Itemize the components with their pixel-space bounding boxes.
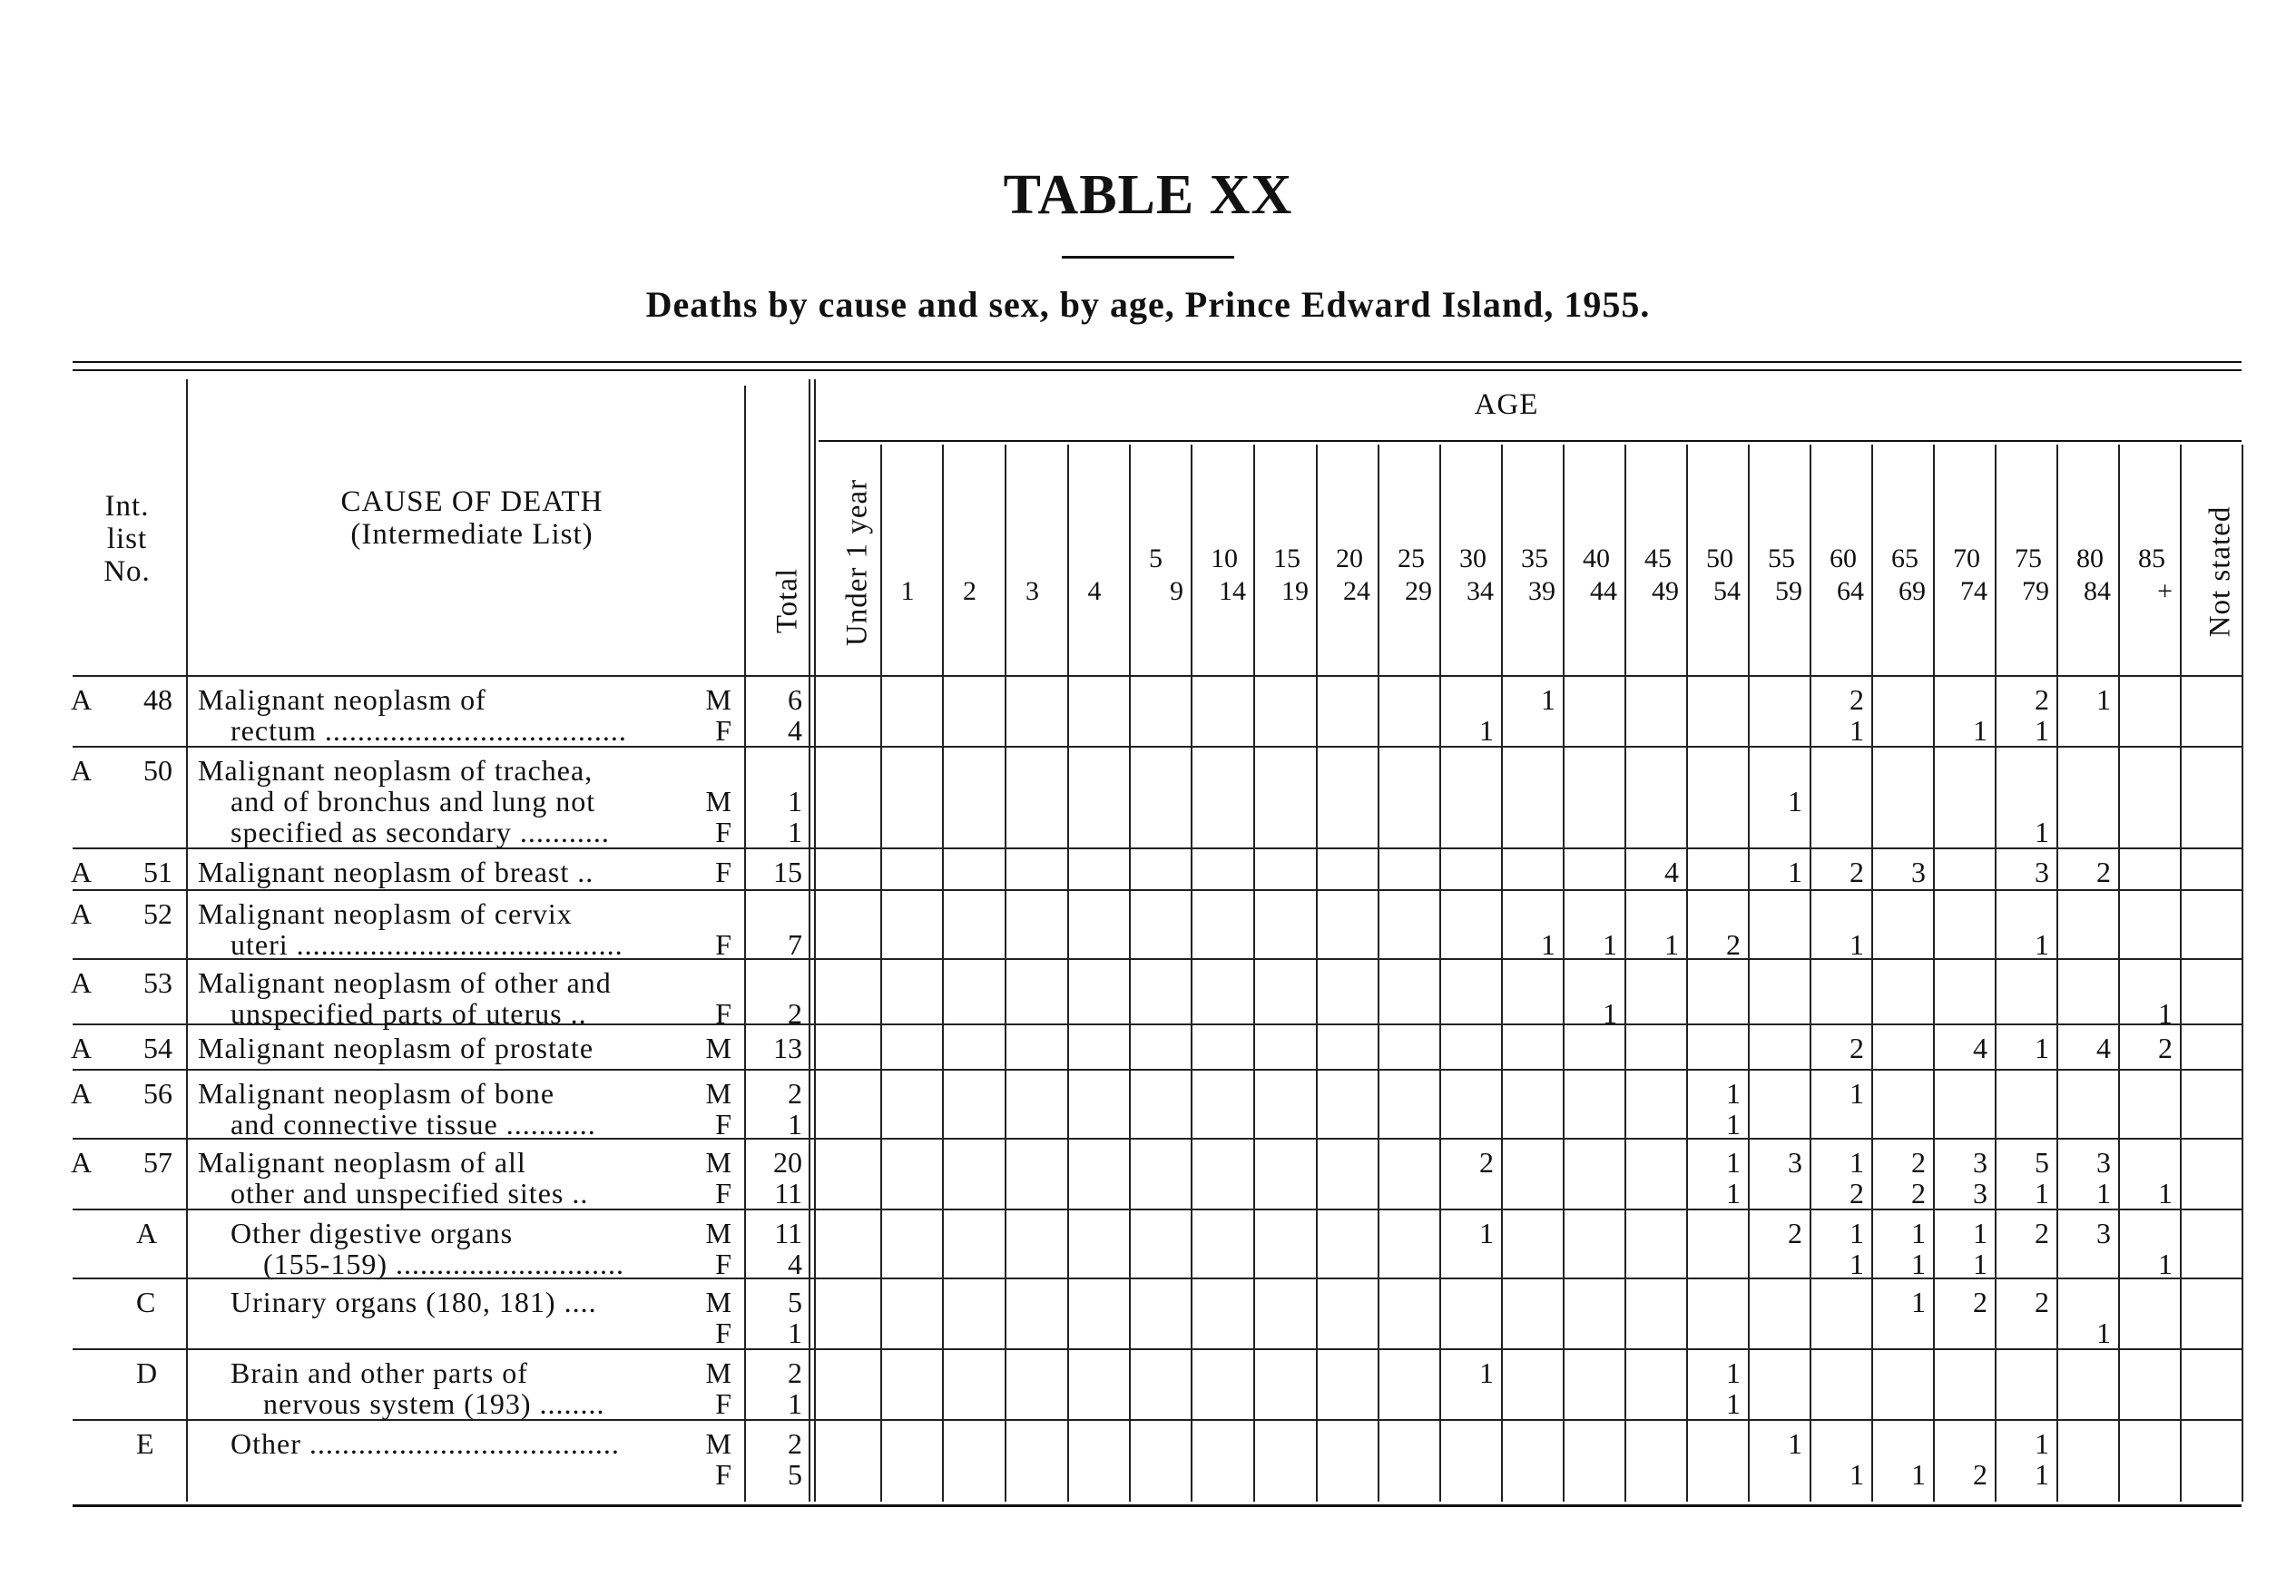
not-stated-header: Not stated — [2203, 505, 2237, 638]
age-value: 1 — [1726, 1356, 1741, 1389]
age-group-from: 80 — [2076, 543, 2104, 573]
age-col-rule — [1624, 445, 1626, 1502]
age-value: 2 — [1788, 1217, 1802, 1249]
age-value: 3 — [2096, 1146, 2111, 1179]
int-list-number: 53 — [143, 966, 172, 999]
age-value: 1 — [1664, 928, 1679, 961]
age-value: 1 — [2158, 1177, 2173, 1209]
age-group-header — [1563, 543, 1617, 608]
age-group-from: 20 — [1336, 543, 1363, 573]
age-group-header — [1378, 543, 1432, 608]
age-group-header — [1439, 543, 1494, 608]
age-value: 2 — [2158, 1032, 2173, 1064]
age-value: 1 — [1726, 1108, 1741, 1141]
age-value: 2 — [1850, 1177, 1864, 1209]
age-value: 4 — [2096, 1032, 2111, 1064]
age-group-header — [1067, 575, 1122, 608]
row-rule — [73, 1348, 2242, 1350]
int-list-code: D — [136, 1356, 158, 1389]
age-value: 1 — [2035, 1032, 2049, 1064]
age-group-from: 45 — [1644, 543, 1672, 573]
cause-line: uteri ........................................ — [231, 928, 623, 961]
age-value: 2 — [2035, 1286, 2049, 1318]
table-subtitle: Deaths by cause and sex, by age, Prince Edward Island, 1955. — [645, 284, 1651, 325]
age-col-rule — [2180, 445, 2182, 1502]
age-value: 1 — [1726, 1177, 1741, 1209]
age-value: 1 — [2096, 1317, 2111, 1349]
age-group-to: 3 — [1025, 576, 1039, 606]
age-value: 1 — [1726, 1146, 1741, 1179]
total-value: 1 — [788, 1108, 802, 1141]
cause-line: Malignant neoplasm of prostate — [198, 1032, 594, 1064]
age-group-to: 84 — [2084, 576, 2111, 606]
age-group-to: + — [2157, 576, 2173, 606]
sex-label: F — [715, 1248, 731, 1280]
int-list-number: 54 — [143, 1032, 172, 1064]
age-group-to: 24 — [1343, 576, 1370, 606]
age-group-to: 49 — [1652, 576, 1679, 606]
int-list-code: C — [136, 1286, 156, 1318]
cause-of-death — [198, 1287, 697, 1317]
age-value: 2 — [1850, 1032, 1864, 1064]
age-value: 3 — [2035, 856, 2049, 888]
sex-label: M — [705, 1427, 731, 1460]
age-col-rule — [1686, 445, 1688, 1502]
age-value: 1 — [1479, 714, 1494, 747]
total-value: 4 — [788, 1248, 802, 1280]
age-group-from: 30 — [1459, 543, 1487, 573]
total-value: 6 — [788, 683, 802, 716]
age-group-header — [880, 575, 935, 608]
cause-line: nervous system (193) ........ — [263, 1387, 605, 1420]
age-value: 1 — [1973, 1217, 1987, 1249]
sex-label: M — [705, 683, 731, 716]
int-list-code: A — [71, 897, 93, 930]
age-value: 1 — [1788, 856, 1802, 888]
age-col-rule — [1563, 445, 1565, 1502]
age-value: 1 — [2035, 714, 2049, 747]
age-col-rule — [1995, 445, 1997, 1502]
age-value: 5 — [2035, 1146, 2049, 1179]
int-list-number: 50 — [143, 754, 172, 787]
age-group-header — [1871, 543, 1926, 608]
int-list-code: A — [71, 754, 93, 787]
total-value: 1 — [788, 816, 802, 848]
int-list-number: 48 — [143, 683, 172, 716]
age-group-to: 9 — [1170, 576, 1183, 606]
int-list-code: A — [71, 1146, 93, 1179]
int-list-header-line: Int. — [104, 490, 150, 523]
total-value: 11 — [774, 1217, 802, 1249]
cause-of-death — [198, 1147, 697, 1209]
cause-line: specified as secondary ........... — [231, 816, 610, 848]
int-list-header — [73, 490, 182, 588]
total-value: 1 — [788, 1387, 802, 1420]
age-col-rule — [1810, 445, 1811, 1502]
sex-label: M — [705, 785, 731, 818]
age-col-rule — [1933, 445, 1935, 1502]
age-group-from: 15 — [1273, 543, 1300, 573]
age-value: 1 — [1726, 1077, 1741, 1110]
total-value: 13 — [773, 1032, 802, 1064]
age-header: AGE — [1474, 388, 1539, 421]
age-group-header — [1501, 543, 1555, 608]
age-group-to: 29 — [1405, 576, 1432, 606]
age-value: 3 — [2096, 1217, 2111, 1249]
age-col-rule — [1501, 445, 1503, 1502]
age-group-from: 55 — [1768, 543, 1795, 573]
age-value: 1 — [1911, 1286, 1926, 1318]
cause-line: unspecified parts of uterus .. — [231, 997, 587, 1030]
sex-label: F — [715, 714, 731, 747]
age-group-header — [1191, 543, 1246, 608]
total-value: 4 — [788, 714, 802, 747]
age-value: 1 — [2035, 1177, 2049, 1209]
age-group-from: 10 — [1211, 543, 1238, 573]
age-value: 1 — [1850, 1458, 1864, 1491]
cause-of-death — [198, 684, 697, 746]
cause-header-line: CAUSE OF DEATH — [340, 485, 603, 518]
int-list-code: A — [136, 1217, 158, 1249]
age-col-rule — [1316, 445, 1318, 1502]
sex-label: M — [705, 1077, 731, 1110]
age-value: 1 — [1541, 928, 1555, 961]
age-group-header — [1253, 543, 1309, 608]
age-group-header — [942, 575, 997, 608]
cause-line: Malignant neoplasm of breast .. — [198, 856, 594, 888]
int-list-code: A — [71, 856, 93, 888]
sex-label: M — [705, 1286, 731, 1318]
age-value: 2 — [1479, 1146, 1494, 1179]
age-value: 1 — [2035, 928, 2049, 961]
age-value: 1 — [1603, 928, 1617, 961]
total-value: 11 — [774, 1177, 802, 1209]
cause-line: Other ...................................... — [231, 1427, 620, 1460]
row-rule — [73, 889, 2242, 891]
age-group-from: 25 — [1398, 543, 1425, 573]
cause-line: Brain and other parts of — [231, 1356, 528, 1389]
cause-line: rectum ..................................... — [231, 714, 627, 747]
cause-line: Malignant neoplasm of bone — [198, 1077, 555, 1110]
cause-of-death — [198, 1033, 697, 1063]
age-group-to: 59 — [1775, 576, 1802, 606]
age-group-to: 39 — [1528, 576, 1555, 606]
age-value: 1 — [1850, 1077, 1864, 1110]
cause-line: Malignant neoplasm of cervix — [198, 897, 573, 930]
age-value: 1 — [1911, 1217, 1926, 1249]
int-list-code: A — [71, 1032, 93, 1064]
age-col-rule — [1378, 445, 1379, 1502]
int-list-number: 57 — [143, 1146, 172, 1179]
total-value: 5 — [788, 1458, 802, 1491]
cause-of-death — [198, 857, 697, 887]
int-list-header-line: No. — [103, 555, 151, 588]
int-list-number: 52 — [143, 897, 172, 930]
int-list-header-line: list — [106, 523, 148, 555]
sex-label: F — [715, 1177, 731, 1209]
age-col-rule — [880, 445, 882, 1502]
age-col-rule — [1871, 445, 1873, 1502]
sex-label: F — [715, 997, 731, 1030]
age-value: 1 — [2096, 1177, 2111, 1209]
age-group-header — [1129, 543, 1183, 608]
age-group-header — [2056, 543, 2111, 608]
age-value: 2 — [1850, 683, 1864, 716]
table-title: TABLE XX — [1003, 164, 1293, 226]
age-value: 1 — [1788, 785, 1802, 818]
sex-label: M — [705, 1356, 731, 1389]
age-value: 2 — [2096, 856, 2111, 888]
age-value: 2 — [2035, 683, 2049, 716]
age-value: 3 — [1973, 1177, 1987, 1209]
age-group-to: 69 — [1899, 576, 1926, 606]
sex-label: F — [715, 856, 731, 888]
age-col-rule — [942, 445, 944, 1502]
age-value: 1 — [1479, 1356, 1494, 1389]
age-group-to: 44 — [1590, 576, 1617, 606]
age-value: 1 — [1850, 1248, 1864, 1280]
age-value: 2 — [1973, 1286, 1987, 1318]
age-col-rule — [1253, 445, 1255, 1502]
total-value: 20 — [773, 1146, 802, 1179]
age-group-from: 75 — [2015, 543, 2042, 573]
age-value: 1 — [1973, 714, 1987, 747]
age-value: 1 — [1850, 1146, 1864, 1179]
age-value: 1 — [2035, 1458, 2049, 1491]
sex-label: F — [715, 1387, 731, 1420]
total-value: 2 — [788, 1427, 802, 1460]
top-rule-double — [73, 369, 2242, 371]
sex-label: M — [705, 1032, 731, 1064]
age-group-header — [1316, 543, 1370, 608]
age-group-to: 2 — [963, 576, 976, 606]
total-header: Total — [770, 567, 804, 634]
cause-of-death — [198, 755, 697, 847]
cause-line: other and unspecified sites .. — [231, 1177, 589, 1209]
age-value: 2 — [1973, 1458, 1987, 1491]
age-group-to: 74 — [1960, 576, 1987, 606]
age-value: 3 — [1911, 856, 1926, 888]
cause-line: Malignant neoplasm of — [198, 683, 486, 716]
age-col-rule — [1067, 445, 1069, 1502]
age-group-header — [2118, 543, 2173, 608]
age-value: 1 — [2096, 683, 2111, 716]
cause-line: Other digestive organs — [231, 1217, 514, 1249]
age-col-rule — [2118, 445, 2120, 1502]
cause-of-death — [198, 1078, 697, 1140]
col-rule-total-double — [809, 379, 810, 1502]
age-value: 1 — [1479, 1217, 1494, 1249]
age-value: 1 — [1911, 1248, 1926, 1280]
cause-line: and of bronchus and lung not — [231, 785, 596, 818]
total-value: 2 — [788, 1077, 802, 1110]
total-value: 1 — [788, 1317, 802, 1349]
age-value: 1 — [2158, 1248, 2173, 1280]
age-group-to: 79 — [2022, 576, 2049, 606]
age-value: 2 — [1911, 1146, 1926, 1179]
age-col-rule — [1005, 445, 1006, 1502]
bottom-rule — [73, 1504, 2242, 1507]
age-col-rule — [1129, 445, 1131, 1502]
age-value: 3 — [1788, 1146, 1802, 1179]
sex-label: F — [715, 816, 731, 848]
cause-of-death — [198, 898, 697, 960]
age-group-to: 1 — [900, 576, 915, 606]
age-value: 1 — [1850, 714, 1864, 747]
sex-label: F — [715, 1108, 731, 1141]
age-group-from: 65 — [1891, 543, 1918, 573]
row-rule — [73, 1069, 2242, 1071]
col-rule-cause — [186, 379, 188, 1502]
cause-of-death — [198, 1428, 697, 1459]
age-value: 1 — [1973, 1248, 1987, 1280]
age-group-to: 4 — [1087, 576, 1102, 606]
age-group-header — [1624, 543, 1679, 608]
age-group-from: 35 — [1521, 543, 1548, 573]
age-col-rule — [1439, 445, 1441, 1502]
age-value: 2 — [1850, 856, 1864, 888]
age-value: 1 — [1850, 928, 1864, 961]
age-value: 4 — [1973, 1032, 1987, 1064]
age-group-header — [1933, 543, 1987, 608]
age-header-rule — [819, 440, 2242, 442]
age-group-header — [1810, 543, 1864, 608]
sex-label: F — [715, 1458, 731, 1491]
int-list-number: 51 — [143, 856, 172, 888]
sex-label: F — [715, 928, 731, 961]
age-group-to: 19 — [1281, 576, 1309, 606]
total-value: 2 — [788, 1356, 802, 1389]
cause-line: Urinary organs (180, 181) .... — [231, 1286, 597, 1318]
col-rule-right — [2242, 445, 2243, 1502]
header-bottom-rule — [73, 675, 2242, 677]
age-group-to: 54 — [1713, 576, 1741, 606]
age-value: 2 — [2035, 1217, 2049, 1249]
under-1-year-header: Under 1 year — [840, 478, 874, 647]
age-group-header — [1686, 543, 1741, 608]
top-rule — [73, 361, 2242, 363]
age-group-to: 64 — [1837, 576, 1864, 606]
age-value: 1 — [1911, 1458, 1926, 1491]
age-value: 1 — [1541, 683, 1555, 716]
age-value: 4 — [1664, 856, 1679, 888]
age-value: 3 — [1973, 1146, 1987, 1179]
cause-header — [227, 485, 717, 551]
sex-label: M — [705, 1217, 731, 1249]
age-value: 2 — [1726, 928, 1741, 961]
col-rule-total-double — [814, 379, 816, 1502]
total-value: 1 — [788, 785, 802, 818]
cause-of-death — [198, 1218, 697, 1279]
cause-line: and connective tissue ........... — [231, 1108, 596, 1141]
age-value: 1 — [2035, 816, 2049, 848]
age-col-rule — [1748, 445, 1750, 1502]
age-group-from: 70 — [1953, 543, 1980, 573]
total-value: 5 — [788, 1286, 802, 1318]
age-group-header — [1995, 543, 2049, 608]
age-group-header — [1748, 543, 1802, 608]
age-value: 1 — [2158, 997, 2173, 1030]
age-group-from: 60 — [1830, 543, 1857, 573]
cause-of-death — [198, 967, 697, 1029]
cause-line: Malignant neoplasm of all — [198, 1146, 526, 1179]
total-value: 15 — [773, 856, 802, 888]
age-value: 1 — [2035, 1427, 2049, 1460]
age-value: 1 — [1788, 1427, 1802, 1460]
int-list-code: A — [71, 683, 93, 716]
int-list-code: A — [71, 966, 93, 999]
age-group-from: 5 — [1149, 543, 1163, 573]
sex-label: M — [705, 1146, 731, 1179]
cause-line: Malignant neoplasm of other and — [198, 966, 612, 999]
total-value: 2 — [788, 997, 802, 1030]
age-group-from: 40 — [1583, 543, 1610, 573]
cause-of-death — [198, 1357, 697, 1419]
age-group-to: 14 — [1219, 576, 1246, 606]
age-value: 1 — [1603, 997, 1617, 1030]
int-list-code: E — [136, 1427, 154, 1460]
age-value: 1 — [1850, 1217, 1864, 1249]
title-rule — [1062, 256, 1234, 259]
int-list-number: 56 — [143, 1077, 172, 1110]
age-group-from: 85 — [2138, 543, 2165, 573]
age-group-from: 50 — [1706, 543, 1733, 573]
age-col-rule — [1191, 445, 1192, 1502]
cause-line: (155-159) ............................ — [263, 1248, 624, 1280]
age-value: 1 — [1726, 1387, 1741, 1420]
age-group-header — [1005, 575, 1060, 608]
cause-line: Malignant neoplasm of trachea, — [198, 754, 594, 787]
sex-label: F — [715, 1317, 731, 1349]
age-group-to: 34 — [1467, 576, 1494, 606]
total-value: 7 — [788, 928, 802, 961]
cause-header-line: (Intermediate List) — [350, 518, 594, 551]
int-list-code: A — [71, 1077, 93, 1110]
age-value: 2 — [1911, 1177, 1926, 1209]
